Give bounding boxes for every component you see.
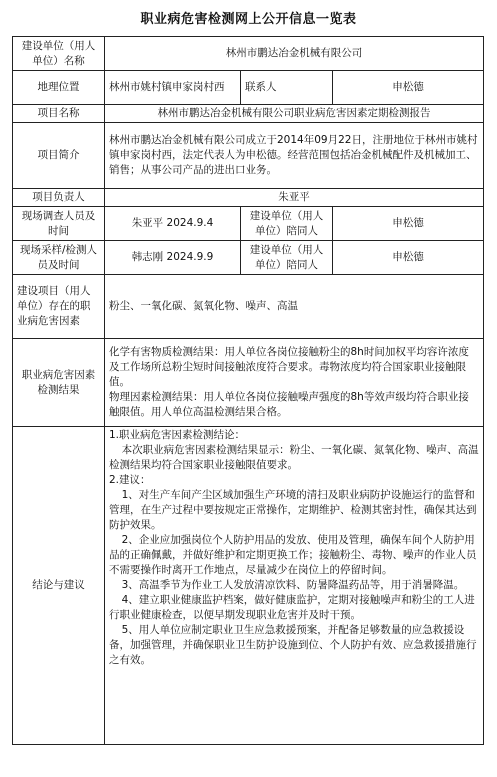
results-physical: 物理因素检测结果：用人单位各岗位接触噪声强度的8h等效声级均符合职业接触限值。用人单位高温检测结果合格。 xyxy=(109,391,469,418)
row-location xyxy=(13,71,484,105)
hazards-label: 建设项目（用人单位）存在的职业病危害因素 xyxy=(13,275,105,339)
project-lead-label: 项目负责人 xyxy=(13,189,105,207)
project-intro-label: 项目简介 xyxy=(13,123,105,189)
row-survey xyxy=(13,207,484,241)
suggestion-4: 4、建立职业健康监护档案，做好健康监护，定期对接触噪声和粉尘的工人进行职业健康检查，以便早期发现职业危害并及时干预。 xyxy=(109,594,475,621)
unit-value: 林州市鹏达冶金机械有限公司 xyxy=(105,37,484,71)
results-chemical: 化学有害物质检测结果：用人单位各岗位接触粉尘的8h时间加权平均容许浓度及工作场所总粉尘短时间接触浓度符合要求。毒物浓度均符合国家职业接触限值。 xyxy=(109,346,469,388)
conclusion-value xyxy=(105,427,484,745)
unit-label: 建设单位（用人单位）名称 xyxy=(13,37,105,71)
location-value: 林州市姚村镇申家岗村西 xyxy=(105,71,241,105)
sampling-accompany-value: 申松德 xyxy=(333,241,484,275)
row-project-lead xyxy=(13,189,484,207)
survey-accompany-value: 申松德 xyxy=(333,207,484,241)
sampling-accompany-label: 建设单位（用人单位）陪同人 xyxy=(241,241,333,275)
project-lead-value: 朱亚平 xyxy=(105,189,484,207)
location-label: 地理位置 xyxy=(13,71,105,105)
survey-accompany-label: 建设单位（用人单位）陪同人 xyxy=(241,207,333,241)
project-name-label: 项目名称 xyxy=(13,105,105,123)
page-title: 职业病危害检测网上公开信息一览表 xyxy=(140,12,357,27)
results-label: 职业病危害因素检测结果 xyxy=(13,339,105,427)
suggestion-5: 5、用人单位应制定职业卫生应急救援预案，并配备足够数量的应急救援设备，加强管理，并确保职业卫生防护设施到位、个人防护有效、应急救援措施行之有效。 xyxy=(109,624,477,666)
row-project-name xyxy=(13,105,484,123)
row-sampling xyxy=(13,241,484,275)
survey-label: 现场调查人员及时间 xyxy=(13,207,105,241)
conclusion-paragraph: 本次职业病危害因素检测结果显示：粉尘、一氧化碳、氮氧化物、噪声、高温检测结果均符合国家职业接触限值要求。 xyxy=(109,444,479,471)
suggestion-3: 3、高温季节为作业工人发放清凉饮料、防暑降温药品等，用于消暑降温。 xyxy=(121,579,465,591)
contact-label: 联系人 xyxy=(241,71,333,105)
project-intro-value: 林州市鹏达冶金机械有限公司成立于2014年09月22日，注册地位于林州市姚村镇申家岗村西，法定代表人为申松德。经营范围包括冶金机械配件及机械加工、销售；从事公司产品的进出口业务。 xyxy=(105,123,484,189)
conclusion-label: 结论与建议 xyxy=(13,427,105,745)
project-name-value: 林州市鹏达冶金机械有限公司职业病危害因素定期检测报告 xyxy=(105,105,484,123)
row-project-intro xyxy=(13,123,484,189)
results-value xyxy=(105,339,484,427)
hazards-value: 粉尘、一氧化碳、氮氧化物、噪声、高温 xyxy=(105,275,484,339)
survey-value: 朱亚平 2024.9.4 xyxy=(105,207,241,241)
suggestion-1: 1、对生产车间产尘区域加强生产环境的清扫及职业病防护设施运行的监督和管理，在生产过程中要按规定正常操作，定期维护、检测其密封性，确保其达到防护效果。 xyxy=(109,489,477,531)
row-results xyxy=(13,339,484,427)
row-conclusion xyxy=(13,427,484,745)
contact-value: 申松德 xyxy=(333,71,484,105)
row-hazards xyxy=(13,275,484,339)
conclusion-heading-2: 2.建议： xyxy=(109,474,151,486)
info-table xyxy=(12,36,484,745)
sampling-label: 现场采样/检测人员及时间 xyxy=(13,241,105,275)
suggestion-2: 2、企业应加强岗位个人防护用品的发放、使用及管理，确保车间个人防护用品的正确佩戴，并做好维护和定期更换工作；接触粉尘、毒物、噪声的作业人员不需要操作时离开工作地点，尽量减少在岗位上的停留时间。 xyxy=(109,534,477,576)
row-unit xyxy=(13,37,484,71)
conclusion-heading-1: 1.职业病危害因素检测结论： xyxy=(109,429,246,441)
sampling-value: 韩志刚 2024.9.9 xyxy=(105,241,241,275)
